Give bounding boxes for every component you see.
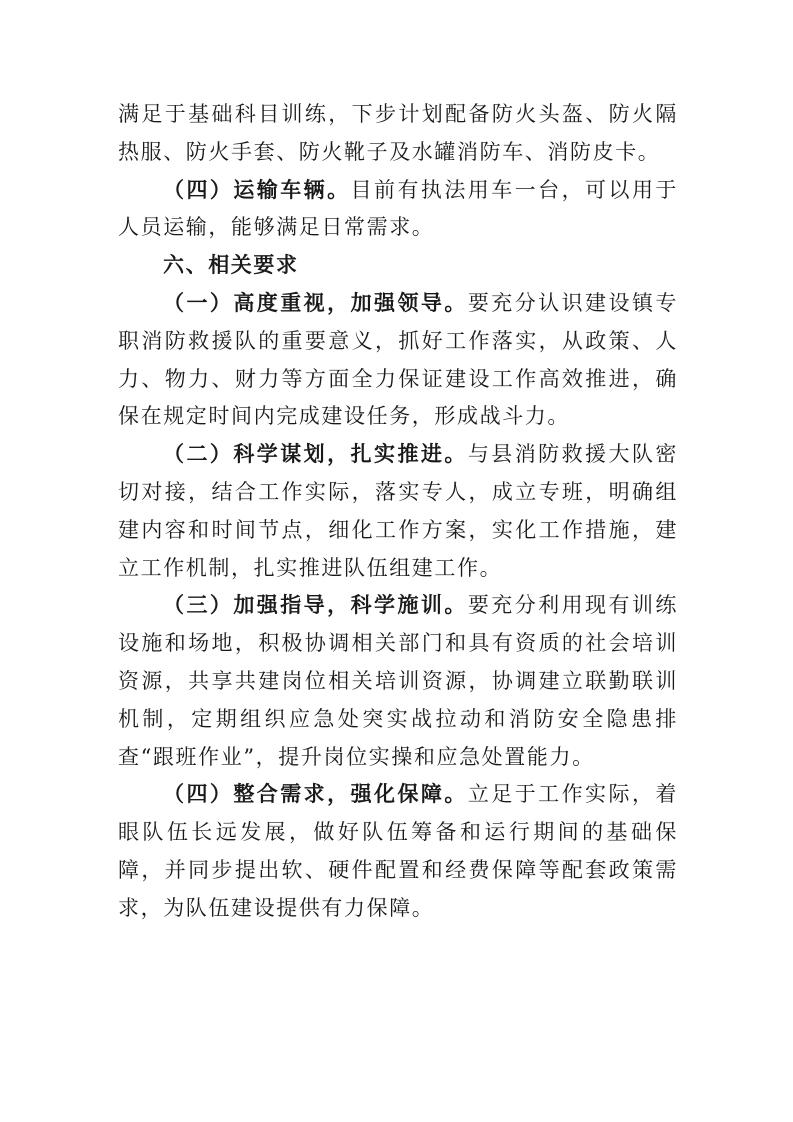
subsection-title: （三）加强指导，科学施训。 <box>163 593 468 618</box>
paragraph-equipment-plan <box>118 96 678 172</box>
paragraph-requirement-4 <box>118 776 678 927</box>
paragraph-text: 要充分利用现有训练设施和场地，积极协调相关部门和具有资质的社会培训资源，共享共建岗位相关培训资源，协调建立联勤联训机制，定期组织应急处突实战拉动和消防安全隐患排查“跟班作业”，提升岗位实操和应急处置能力。 <box>118 593 678 769</box>
paragraph-requirement-2 <box>118 436 678 587</box>
subsection-title: （二）科学谋划，扎实推进。 <box>163 442 468 467</box>
paragraph-transport-vehicles <box>118 172 678 248</box>
paragraph-text: 满足于基础科目训练，下步计划配备防火头盔、防火隔热服、防火手套、防火靴子及水罐消防车、消防皮卡。 <box>118 102 678 164</box>
section-heading-requirements: 六、相关要求 <box>163 253 299 278</box>
paragraph-text: 与县消防救援大队密切对接，结合工作实际，落实专人，成立专班，明确组建内容和时间节点，细化工作方案，实化工作措施，建立工作机制，扎实推进队伍组建工作。 <box>118 442 678 580</box>
paragraph-requirement-1 <box>118 285 678 436</box>
paragraph-text: 要充分认识建设镇专职消防救援队的重要意义，抓好工作落实，从政策、人力、物力、财力等方面全力保证建设工作高效推进，确保在规定时间内完成建设任务，形成战斗力。 <box>118 290 678 429</box>
subsection-title: （四）运输车辆。 <box>163 177 351 202</box>
paragraph-text: 目前有执法用车一台，可以用于人员运输，能够满足日常需求。 <box>118 177 678 240</box>
subsection-title: （一）高度重视，加强领导。 <box>163 290 468 315</box>
paragraph-requirement-3 <box>118 587 678 776</box>
subsection-title: （四）整合需求，强化保障。 <box>163 782 468 807</box>
document-body <box>118 96 678 928</box>
paragraph-text: 立足于工作实际，着眼队伍长远发展，做好队伍筹备和运行期间的基础保障，并同步提出软、硬件配置和经费保障等配套政策需求，为队伍建设提供有力保障。 <box>118 782 678 920</box>
